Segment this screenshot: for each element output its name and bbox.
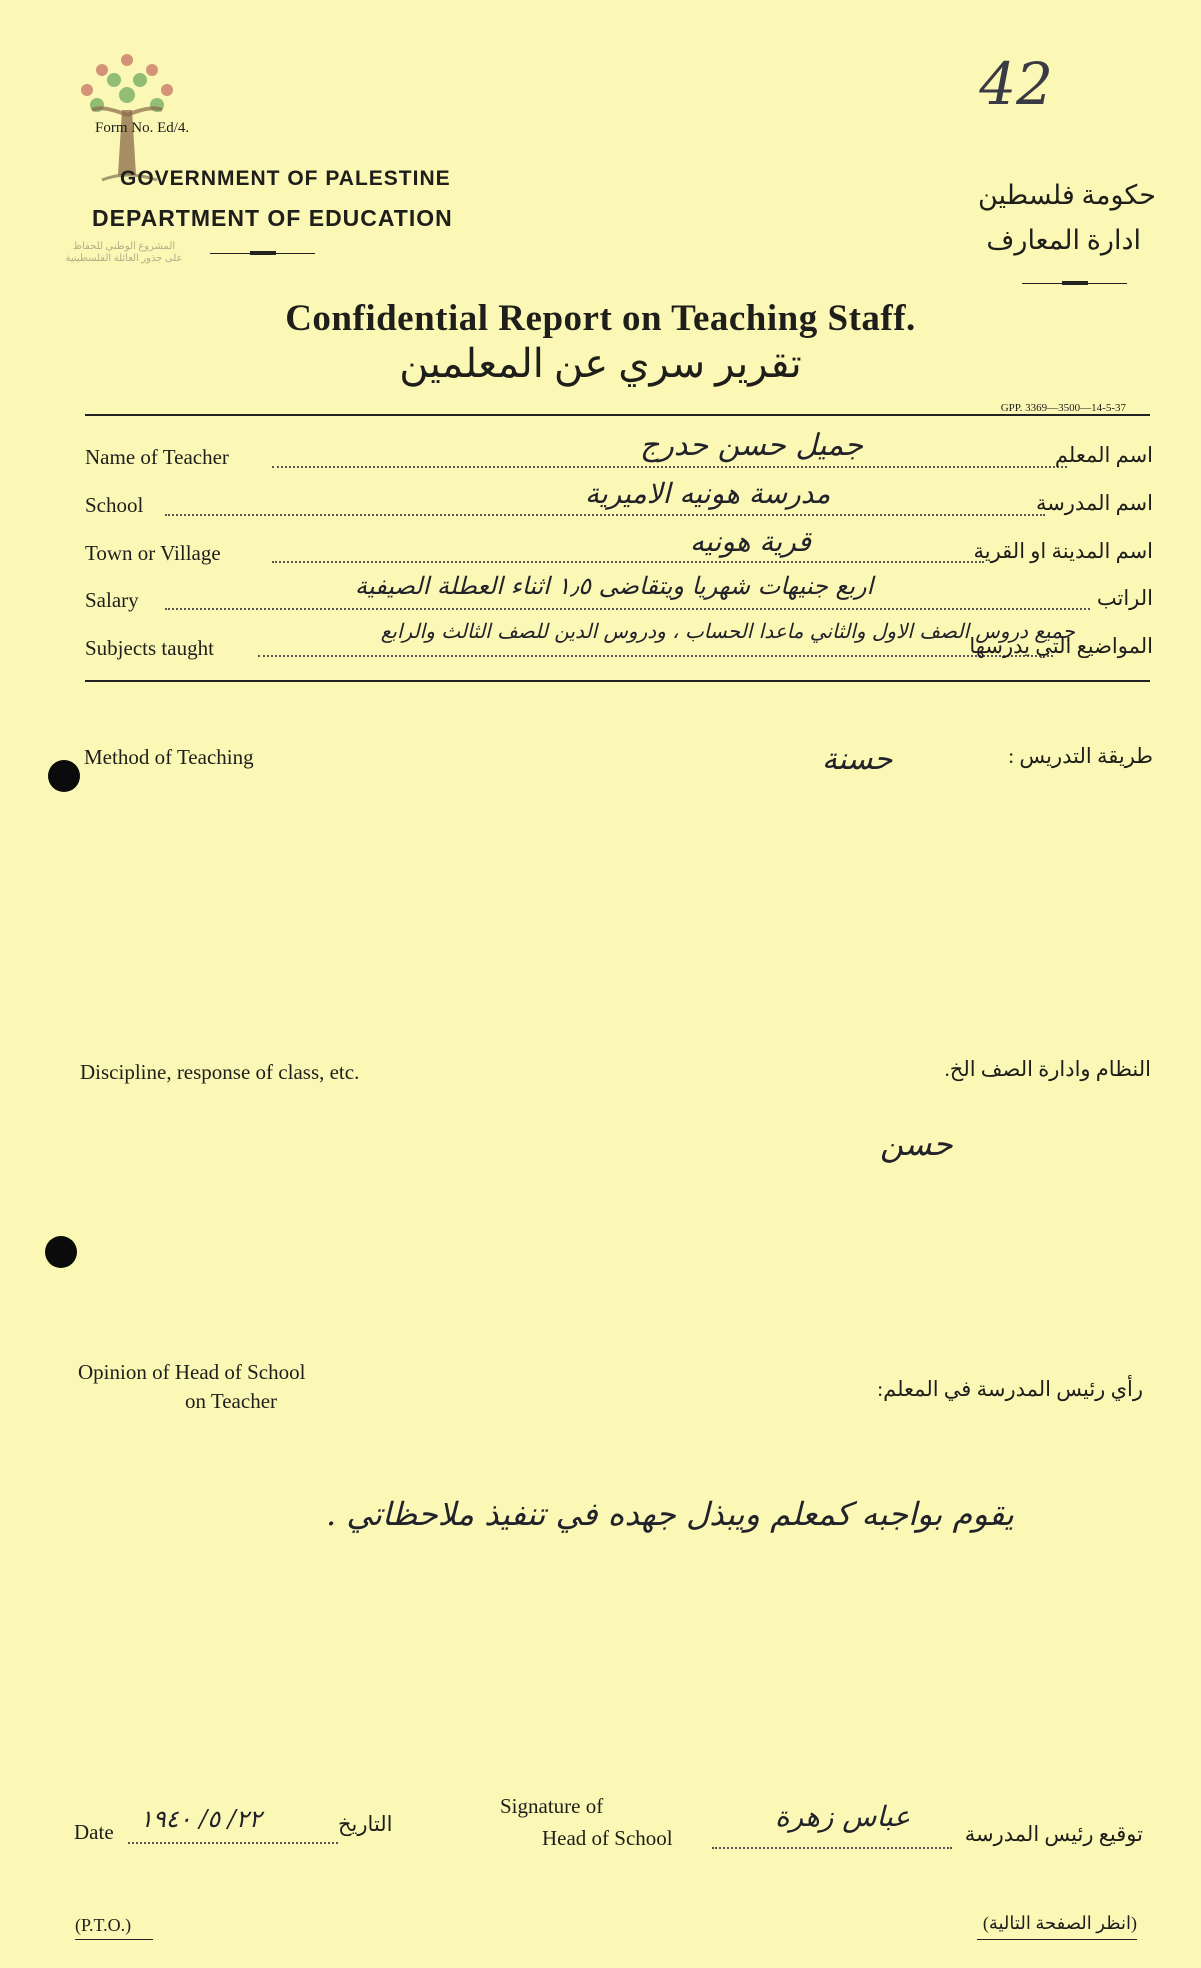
page-number: 42: [979, 50, 1053, 118]
fields-rule: [85, 680, 1150, 682]
punch-hole-top: [48, 760, 80, 792]
field-label-town-arabic: اسم المدينة او القرية: [973, 539, 1153, 563]
method-value: حسنة: [822, 742, 893, 777]
signature-label-arabic: توقيع رئيس المدرسة: [964, 1822, 1143, 1846]
field-value-school: مدرسة هونيه الاميرية: [585, 477, 831, 510]
field-label-salary-arabic: الراتب: [1096, 586, 1153, 610]
punch-hole-bottom: [45, 1236, 77, 1268]
pto-label: (P.T.O.): [75, 1915, 132, 1935]
field-dots-town: [272, 561, 984, 563]
field-label-subjects: Subjects taught: [85, 636, 214, 660]
field-dots-salary: [165, 608, 1090, 610]
date-value: ٢٢/ ٥/ ١٩٤٠: [140, 1805, 262, 1833]
opinion-label-line1: Opinion of Head of School: [78, 1360, 306, 1384]
field-value-town: قرية هونيه: [690, 525, 812, 558]
document-title: Confidential Report on Teaching Staff.: [285, 298, 916, 339]
pto-arabic-underline: [977, 1939, 1137, 1940]
header-divider-left-mark: [250, 251, 276, 255]
printer-code: GPP. 3369—3500—14-5-37: [1000, 402, 1126, 414]
field-dots-school: [165, 514, 1045, 516]
field-label-subjects-arabic: المواضيع التي يدرسها: [969, 634, 1153, 658]
field-label-name-arabic: اسم المعلم: [1054, 443, 1153, 467]
opinion-label-arabic: رأي رئيس المدرسة في المعلم:: [877, 1377, 1143, 1401]
signature-label-line1: Signature of: [500, 1794, 604, 1818]
pto-label-arabic: (انظر الصفحة التالية): [982, 1913, 1137, 1933]
field-dots-name: [272, 466, 1067, 468]
department-title-arabic: ادارة المعارف: [986, 225, 1141, 255]
header-divider-right-mark: [1062, 281, 1088, 285]
field-value-salary: اربع جنيهات شهريا ويتقاضى ١٫٥ اثناء العطلة الصيفية: [355, 572, 874, 600]
field-label-school: School: [85, 493, 144, 517]
field-dots-subjects: [258, 655, 1053, 657]
discipline-label-arabic: النظام وادارة الصف الخ.: [944, 1057, 1151, 1081]
field-label-town: Town or Village: [85, 541, 221, 565]
signature-dots: [712, 1847, 952, 1849]
title-rule: [85, 414, 1150, 416]
date-label-arabic: التاريخ: [338, 1812, 393, 1836]
discipline-value: حسن: [880, 1125, 953, 1163]
discipline-label: Discipline, response of class, etc.: [80, 1060, 360, 1084]
opinion-label-line2: on Teacher: [185, 1389, 278, 1413]
field-label-school-arabic: اسم المدرسة: [1035, 491, 1153, 515]
date-dots: [128, 1842, 338, 1844]
form-number: Form No. Ed/4.: [95, 120, 190, 136]
field-value-name: جميل حسن حدرج: [640, 428, 864, 463]
field-value-subjects: جميع دروس الصف الاول والثاني ماعدا الحساب ، ودروس الدين للصف الثالث والرابع: [380, 619, 1075, 643]
date-label: Date: [74, 1820, 114, 1844]
field-label-salary: Salary: [85, 588, 139, 612]
signature-label-line2: Head of School: [542, 1826, 673, 1850]
method-label-arabic: طريقة التدريس :: [1008, 744, 1153, 768]
government-title-arabic: حكومة فلسطين: [977, 180, 1156, 210]
document-title-arabic: تقرير سري عن المعلمين: [399, 341, 802, 386]
pto-underline: [75, 1939, 153, 1940]
method-label: Method of Teaching: [84, 745, 254, 769]
logo-caption: المشروع الوطني للحفاظ على جذور العائلة الفلسطينية: [65, 241, 183, 264]
field-label-name: Name of Teacher: [85, 445, 229, 469]
government-title: GOVERNMENT OF PALESTINE: [120, 167, 451, 190]
department-title: DEPARTMENT OF EDUCATION: [92, 205, 453, 231]
opinion-value: يقوم بواجبه كمعلم ويبذل جهده في تنفيذ ملاحظاتي .: [326, 1495, 1014, 1533]
signature-value: عباس زهرة: [775, 1800, 911, 1833]
